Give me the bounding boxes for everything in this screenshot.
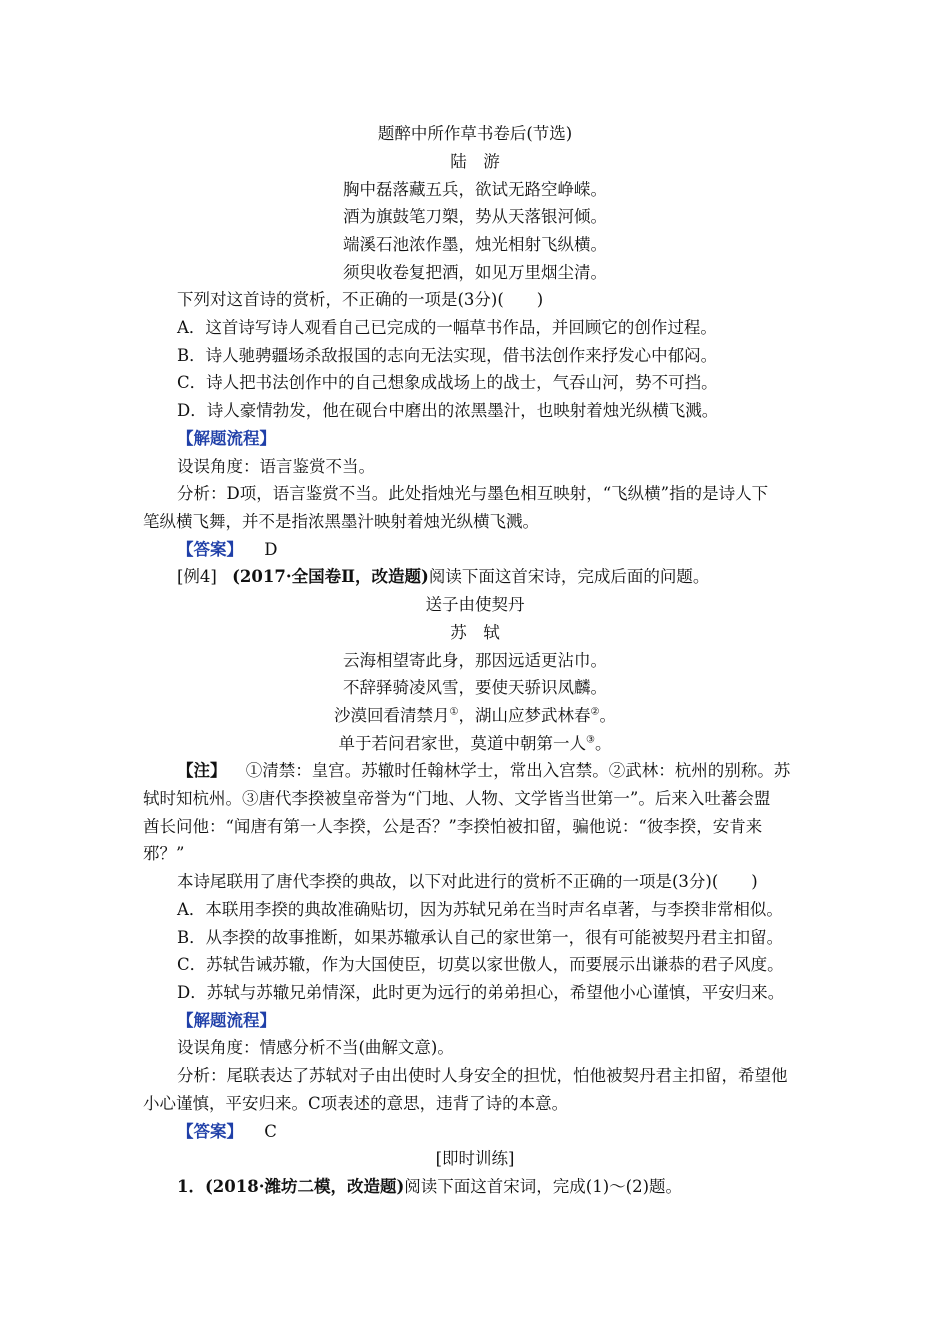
notes-text: 轼时知杭州。③唐代李揆被皇帝誉为“门地、人物、文学皆当世第一”。后来入吐蕃会盟 (143, 789, 771, 808)
error-angle: 设误角度：情感分析不当(曲解文意)。 (177, 1038, 454, 1057)
option-c: C．苏轼告诫苏辙，作为大国使臣，切莫以家世傲人，而要展示出谦恭的君子风度。 (177, 955, 784, 974)
answer-value: D (264, 540, 278, 559)
error-angle: 设误角度：语言鉴赏不当。 (177, 457, 375, 476)
answer-tag: 【答案】 (177, 540, 243, 559)
question-stem: 下列对这首诗的赏析，不正确的一项是(3分)( ) (177, 290, 544, 309)
example-label: [例4] (177, 567, 217, 586)
analysis-text: 分析：尾联表达了苏轼对子由出使时人身安全的担忧，怕他被契丹君主扣留，希望他 (177, 1066, 788, 1085)
poem-text: 。 (594, 734, 612, 753)
option-a: A．这首诗写诗人观看自己已完成的一幅草书作品，并回顾它的创作过程。 (177, 318, 717, 337)
example-source: (2017·全国卷Ⅱ，改造题) (232, 567, 429, 586)
poem-line: 不辞驿骑凌风雪，要使天骄识凤麟。 (343, 678, 607, 697)
solution-flow-tag: 【解题流程】 (177, 1011, 276, 1030)
answer-value: C (264, 1122, 277, 1141)
option-a: A．本联用李揆的典故准确贴切，因为苏轼兄弟在当时声名卓著，与李揆非常相似。 (177, 900, 783, 919)
poem-text: 单于若问君家世，莫道中朝第一人 (338, 734, 587, 753)
poem-title: 送子由使契丹 (425, 595, 525, 614)
note-marker: ③ (586, 734, 595, 746)
example-heading (177, 566, 709, 588)
poem-line: 酒为旗鼓笔刀槊，势从天落银河倾。 (343, 207, 607, 226)
option-d: D．苏轼与苏辙兄弟情深，此时更为远行的弟弟担心，希望他小心谨慎，平安归来。 (177, 983, 785, 1002)
option-b: B．从李揆的故事推断，如果苏辙承认自己的家世第一，很有可能被契丹君主扣留。 (177, 928, 784, 947)
poem-line (0, 733, 950, 755)
analysis-text: 小心谨慎，平安归来。C项表述的意思，违背了诗的本意。 (143, 1094, 569, 1113)
poem-author: 苏 轼 (450, 623, 500, 642)
notes-tag: 【注】 (177, 761, 227, 780)
analysis-text: 笔纵横飞舞，并不是指浓黑墨汁映射着烛光纵横飞溅。 (143, 512, 539, 531)
poem-line: 须臾收卷复把酒，如见万里烟尘清。 (343, 263, 607, 282)
solution-flow-tag: 【解题流程】 (177, 429, 276, 448)
item-source: (2018·潍坊二模，改造题) (204, 1177, 405, 1196)
answer-line (177, 539, 277, 561)
poem-line (0, 705, 950, 727)
note-marker: ② (590, 706, 600, 718)
answer-line (177, 1121, 277, 1143)
poem-line: 端溪石池浓作墨，烛光相射飞纵横。 (343, 235, 607, 254)
item-text: 阅读下面这首宋词，完成(1)～(2)题。 (404, 1177, 683, 1196)
poem-line: 胸中磊落藏五兵，欲试无路空峥嵘。 (343, 180, 607, 199)
option-b: B．诗人驰骋疆场杀敌报国的志向无法实现，借书法创作来抒发心中郁闷。 (177, 346, 718, 365)
section-heading: [即时训练] (435, 1149, 515, 1168)
poem-text: 沙漠回看清禁月 (334, 706, 450, 725)
note-marker: ① (449, 706, 459, 718)
answer-tag: 【答案】 (177, 1122, 243, 1141)
poem-author: 陆 游 (450, 152, 500, 171)
poem-text: ，湖山应梦武林春 (458, 706, 591, 725)
notes-text: ①清禁：皇宫。苏辙时任翰林学士，常出入宫禁。②武林：杭州的别称。苏 (245, 761, 791, 780)
notes-text: 邪？” (143, 844, 185, 863)
training-item (177, 1176, 682, 1198)
analysis-text: 分析：D项，语言鉴赏不当。此处指烛光与墨色相互映射，“飞纵横”指的是诗人下 (177, 484, 769, 503)
poem-text: 。 (599, 706, 616, 725)
poem-line: 云海相望寄此身，那因远适更沾巾。 (343, 651, 607, 670)
option-d: D．诗人豪情勃发，他在砚台中磨出的浓黑墨汁，也映射着烛光纵横飞溅。 (177, 401, 719, 420)
question-stem: 本诗尾联用了唐代李揆的典故，以下对此进行的赏析不正确的一项是(3分)( ) (177, 872, 758, 891)
option-c: C．诗人把书法创作中的自己想象成战场上的战士，气吞山河，势不可挡。 (177, 373, 718, 392)
notes-text: 酋长问他：“闻唐有第一人李揆，公是否？”李揆怕被扣留，骗他说：“彼李揆，安肯来 (143, 817, 763, 836)
item-number: 1． (177, 1177, 205, 1196)
poem-title: 题醉中所作草书卷后(节选) (377, 124, 573, 143)
example-intro: 阅读下面这首宋诗，完成后面的问题。 (428, 567, 710, 586)
notes-line (177, 760, 790, 782)
